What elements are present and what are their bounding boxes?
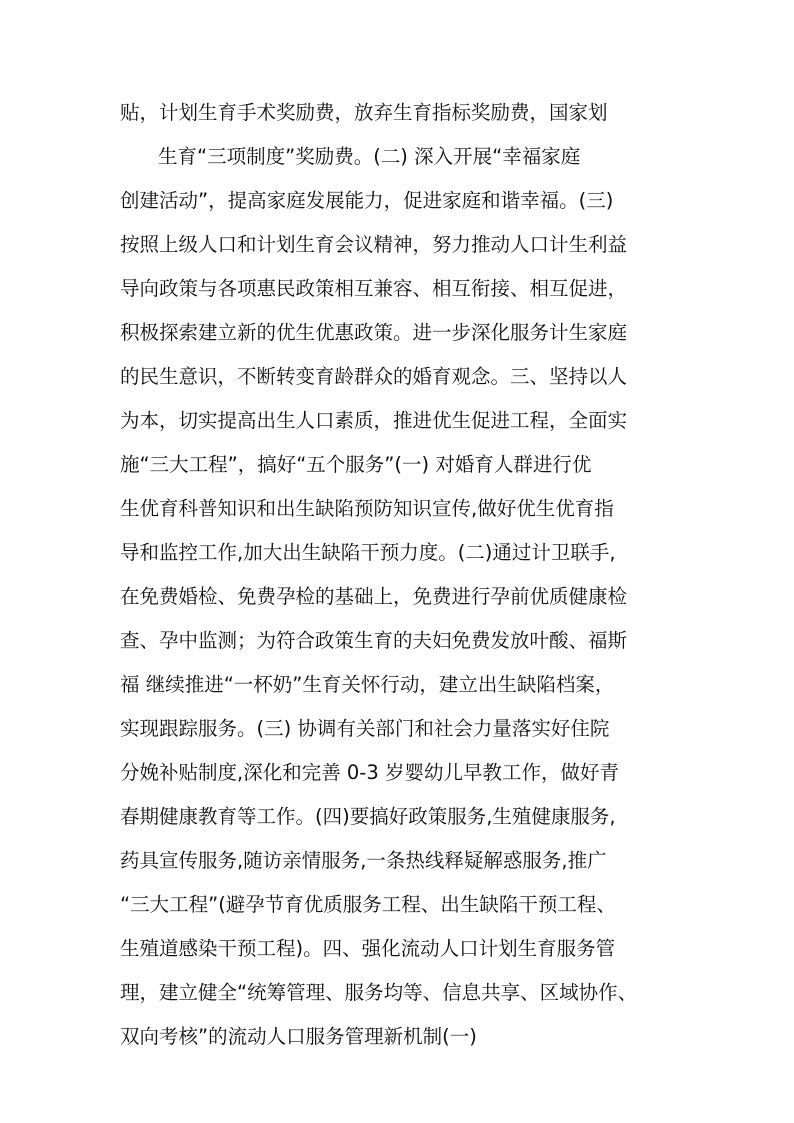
text-line-22: 双向考核”的流动人口服务管理新机制(一): [120, 1025, 477, 1048]
text-line-8: 为本，切实提高出生人口素质，推进优生促进工程，全面实: [120, 409, 628, 432]
text-line-11: 导和监控工作,加大出生缺陷干预力度。(二)通过计卫联手,: [120, 541, 616, 564]
text-line-7: 的民生意识，不断转变育龄群众的婚育观念。三、坚持以人: [120, 365, 628, 388]
text-line-3: 创建活动”，提高家庭发展能力，促进家庭和谐幸福。(三): [120, 189, 614, 212]
text-line-15: 实现跟踪服务。(三) 协调有关部门和社会力量落实好住院: [120, 717, 610, 740]
text-line-10: 生优育科普知识和出生缺陷预防知识宣传,做好优生优育指: [120, 497, 614, 520]
text-line-20: 生殖道感染干预工程)。四、强化流动人口计划生育服务管: [120, 937, 616, 960]
text-line-18: 药具宣传服务,随访亲情服务,一条热线释疑解惑服务,推广: [120, 849, 607, 872]
text-line-21: 理，建立健全“统筹管理、服务均等、信息共享、区域协作、: [120, 981, 638, 1004]
text-line-14: 福 继续推进“一杯奶”生育关怀行动，建立出生缺陷档案，: [120, 673, 615, 696]
text-line-13: 查、孕中监测；为符合政策生育的夫妇免费发放叶酸、福斯: [120, 629, 628, 652]
text-line-6: 积极探索建立新的优生优惠政策。进一步深化服务计生家庭: [120, 321, 628, 344]
text-line-12: 在免费婚检、免费孕检的基础上，免费进行孕前优质健康检: [120, 585, 628, 608]
text-line-1: 贴，计划生育手术奖励费，放弃生育指标奖励费，国家划: [120, 101, 608, 124]
text-line-4: 按照上级人口和计划生育会议精神，努力推动人口计生利益: [120, 233, 628, 256]
text-line-2: 生育“三项制度”奖励费。(二) 深入开展“幸福家庭: [158, 145, 581, 168]
text-line-5: 导向政策与各项惠民政策相互兼容、相互衔接、相互促进，: [120, 277, 628, 300]
text-line-16: 分娩补贴制度,深化和完善 0-3 岁婴幼儿早教工作，做好青: [120, 761, 619, 784]
text-line-9: 施“三大工程”，搞好“五个服务”(一) 对婚育人群进行优: [120, 453, 592, 476]
text-line-19: “三大工程”(避孕节育优质服务工程、出生缺陷干预工程、: [120, 893, 616, 916]
text-line-17: 春期健康教育等工作。(四)要搞好政策服务,生殖健康服务,: [120, 805, 616, 828]
